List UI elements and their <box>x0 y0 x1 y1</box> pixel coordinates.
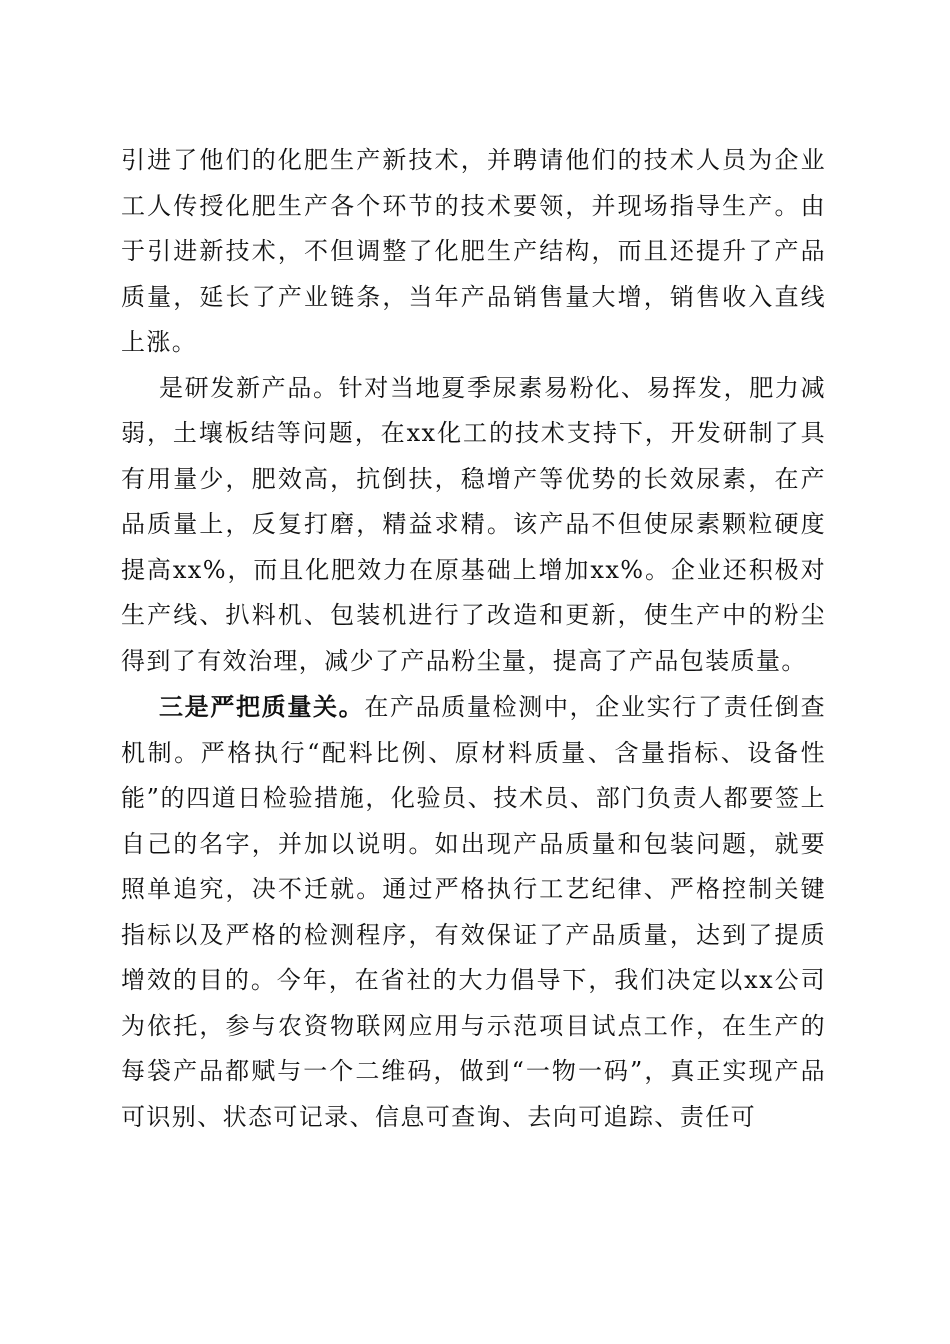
paragraph-2 <box>121 366 826 685</box>
paragraph-3 <box>121 684 826 1140</box>
paragraph-1-text: 引进了他们的化肥生产新技术，并聘请他们的技术人员为企业工人传授化肥生产各个环节的技术要领，并现场指导生产。由于引进新技术，不但调整了化肥生产结构，而且还提升了产品质量，延长了产业链条，当年产品销售量大增，销售收入直线上涨。 <box>121 146 826 356</box>
paragraph-1 <box>121 138 826 366</box>
paragraph-3-text: 在产品质量检测中，企业实行了责任倒查机制。严格执行“配料比例、原材料质量、含量指标、设备性能”的四道日检验措施，化验员、技术员、部门负责人都要签上自己的名字，并加以说明。如出现产品质量和包装问题，就要照单追究，决不迁就。通过严格执行工艺纪律、严格控制关键指标以及严格的检测程序，有效保证了产品质量，达到了提质增效的目的。今年，在省社的大力倡导下，我们决定以xx公司为依托，参与农资物联网应用与示范项目试点工作，在生产的每袋产品都赋与一个二维码，做到“一物一码”，真正实现产品可识别、状态可记录、信息可查询、去向可追踪、责任可 <box>121 693 826 1131</box>
document-body <box>121 138 826 1140</box>
paragraph-3-heading: 三是严把质量关。 <box>159 692 365 721</box>
paragraph-2-text: 是研发新产品。针对当地夏季尿素易粉化、易挥发，肥力减弱，土壤板结等问题，在xx化工的技术支持下，开发研制了具有用量少，肥效高，抗倒扶，稳增产等优势的长效尿素，在产品质量上，反复打磨，精益求精。该产品不但使尿素颗粒硬度提高xx%，而且化肥效力在原基础上增加xx%。企业还积极对生产线、扒料机、包装机进行了改造和更新，使生产中的粉尘得到了有效治理，减少了产品粉尘量，提高了产品包装质量。 <box>121 373 826 675</box>
